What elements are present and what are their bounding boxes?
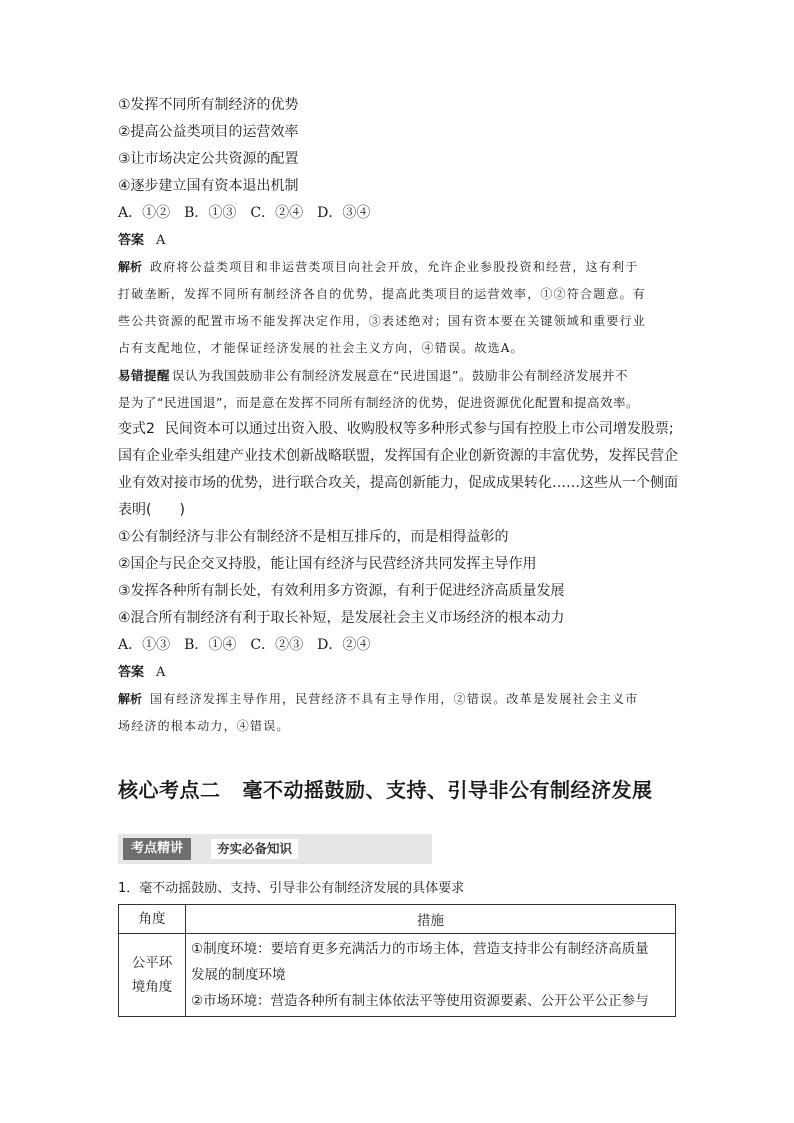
question-block-2 (118, 416, 678, 740)
column-header: 措施 (186, 905, 676, 934)
statement-item: ④逐步建立国有资本退出机制 (118, 178, 299, 194)
answer-options: A．①② B．①③ C．②④ D．③④ (118, 205, 371, 221)
answer-options: A．①③ B．①④ C．②③ D．②④ (118, 637, 371, 653)
cell-text: 境角度 (131, 979, 173, 995)
answer-line (118, 659, 678, 686)
banner-caption: 夯实必备知识 (211, 839, 298, 859)
explanation-label: 解析 (118, 260, 143, 274)
explanation-text: 占有支配地位，才能保证经济发展的社会主义方向，④错误。故选A。 (118, 341, 524, 355)
answer-line (118, 227, 678, 254)
statement-item: ④混合所有制经济有利于取长补短，是发展社会主义市场经济的根本动力 (118, 610, 565, 626)
question-text: 表明( ) (118, 502, 185, 518)
cell-text: ①制度环境：要培育更多充满活力的市场主体，营造支持非公有制经济高质量 (191, 941, 649, 957)
explanation-text: 打破垄断，发挥不同所有制经济各自的优势，提高此类项目的运营效率，①②符合题意。有 (118, 287, 647, 301)
question-text: 国有企业牵头组建产业技术创新战略联盟，发挥国有企业创新资源的丰富优势，发挥民营企 (118, 448, 678, 464)
banner-tag: 考点精讲 (123, 838, 191, 860)
cell-text: 发展的制度环境 (191, 967, 286, 983)
answer-value: A (156, 233, 166, 248)
error-tip (118, 362, 678, 416)
statement-item: ②国企与民企交叉持股，能让国有经济与民营经济共同发挥主导作用 (118, 556, 537, 572)
tip-text: 是为了“民进国退”，而是意在发挥不同所有制经济的优势，促进资源优化配置和提高效率。 (118, 395, 639, 410)
explanation-text: 些公共资源的配置市场不能发挥决定作用，③表述绝对；国有资本要在关键领域和重要行业 (118, 314, 647, 328)
cell-text: ②市场环境：营造各种所有制主体依法平等使用资源要素、公开公平公正参与 (191, 993, 649, 1009)
answer-label: 答案 (118, 233, 145, 248)
statement-item: ①发挥不同所有制经济的优势 (118, 97, 299, 113)
cell-text: 公平环 (131, 955, 173, 971)
explanation (118, 254, 678, 362)
question-text: 业有效对接市场的优势，进行联合攻关，提高创新能力，促成成果转化……这些从一个侧面 (118, 475, 678, 491)
table-header-row (119, 905, 676, 934)
explanation-text: 政府将公益类项目和非运营类项目向社会开放，允许企业参股投资和经营，这有利于 (150, 260, 639, 274)
variant-question (118, 416, 678, 524)
measure-cell (186, 934, 676, 1017)
requirements-table (118, 904, 676, 1017)
section-number: 核心考点二 (118, 778, 221, 802)
statement-item: ②提高公益类项目的运营效率 (118, 124, 299, 140)
explanation (118, 686, 678, 740)
question-text: 民间资本可以通过出资入股、收购股权等多种形式参与国有控股上市公司增发股票; (164, 421, 674, 437)
section-banner (118, 834, 432, 864)
statement-item: ③发挥各种所有制长处，有效利用多方资源，有利于促进经济高质量发展 (118, 583, 565, 599)
answer-label: 答案 (118, 665, 145, 680)
subsection-title: 1．毫不动摇鼓励、支持、引导非公有制经济发展的具体要求 (118, 881, 465, 896)
column-header: 角度 (119, 905, 186, 934)
variant-label: 变式2 (118, 421, 155, 437)
section-heading: 毫不动摇鼓励、支持、引导非公有制经济发展 (242, 778, 653, 802)
table-row (119, 934, 676, 1017)
statement-item: ③让市场决定公共资源的配置 (118, 151, 299, 167)
question-block-1 (118, 92, 678, 362)
statement-item: ①公有制经济与非公有制经济不是相互排斥的，而是相得益彰的 (118, 529, 509, 545)
section-title (118, 776, 678, 804)
tip-label: 易错提醒 (118, 368, 171, 383)
angle-cell (119, 934, 186, 1017)
answer-value: A (156, 665, 166, 680)
explanation-text: 场经济的根本动力，④错误。 (118, 719, 290, 733)
tip-text: 误认为我国鼓励非公有制经济发展意在“民进国退”。鼓励非公有制经济发展并不 (172, 368, 628, 383)
document-page (118, 92, 678, 1017)
explanation-label: 解析 (118, 692, 143, 706)
explanation-text: 国有经济发挥主导作用，民营经济不具有主导作用，②错误。改革是发展社会主义市 (150, 692, 639, 706)
